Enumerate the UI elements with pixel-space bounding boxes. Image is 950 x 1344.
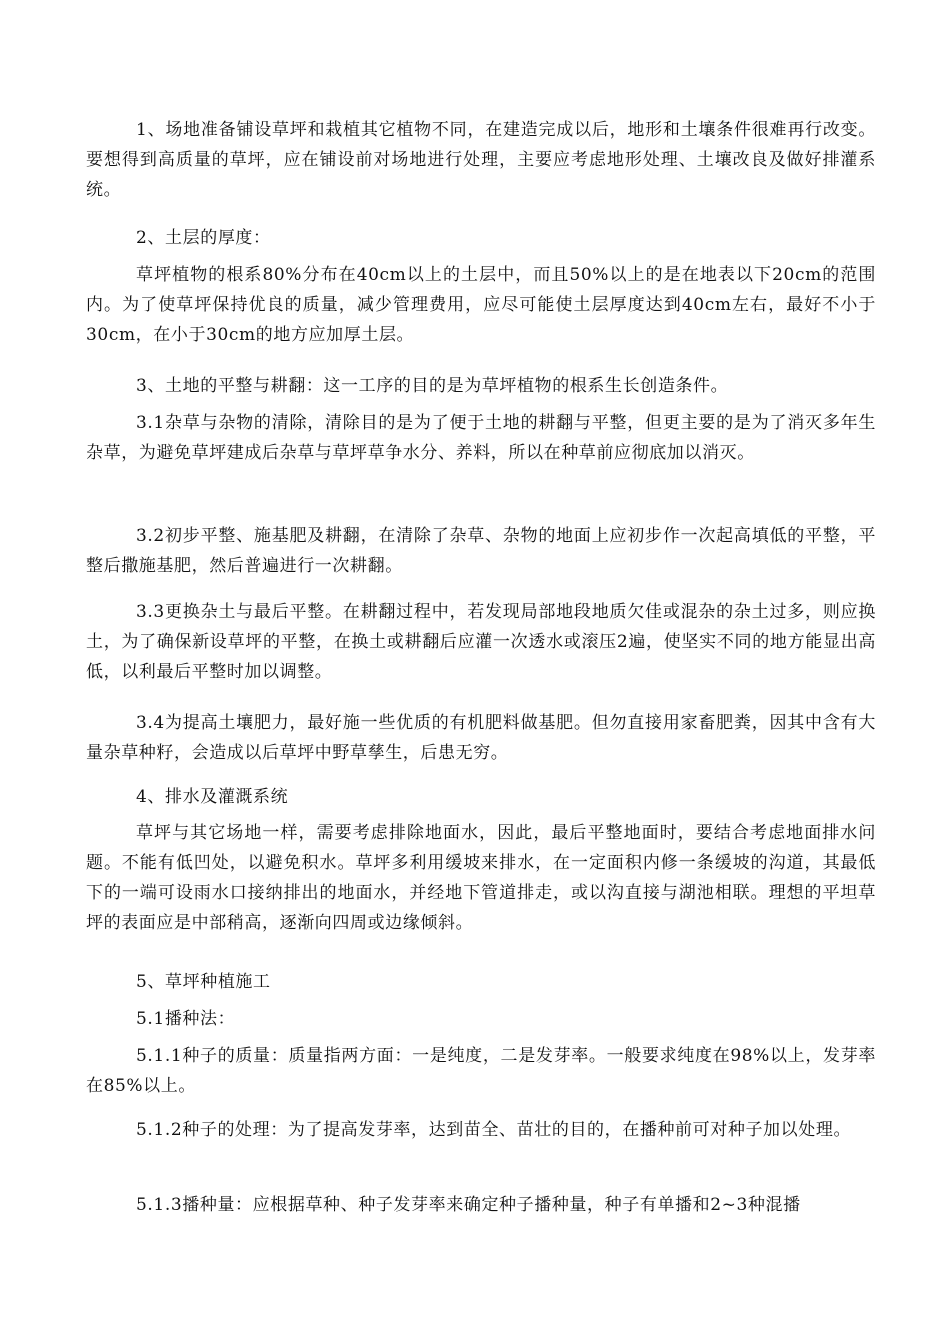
heading-lawn-planting: 5、草坪种植施工 (136, 972, 271, 992)
paragraph-base-fertilizer: 3.4为提高土壤肥力，最好施一些优质的有机肥料做基肥。但勿直接用家畜肥粪，因其中含有大量杂草种籽，会造成以后草坪中野草孳生，后患无穷。 (86, 713, 876, 763)
paragraph-sowing-amount: 5.1.3播种量：应根据草种、种子发芽率来确定种子播种量，种子有单播和2~3种混播 (136, 1195, 801, 1215)
paragraph-site-preparation: 1、场地准备铺设草坪和栽植其它植物不同，在建造完成以后，地形和土壤条件很难再行改变。要想得到高质量的草坪，应在铺设前对场地进行处理，主要应考虑地形处理、土壤改良及做好排灌系统。 (86, 120, 876, 200)
heading-sowing-method: 5.1播种法： (136, 1009, 236, 1029)
paragraph-weed-removal: 3.1杂草与杂物的清除，清除目的是为了便于土地的耕翻与平整，但更主要的是为了消灭多年生杂草，为避免草坪建成后杂草与草坪草争水分、养料，所以在种草前应彻底加以消灭。 (86, 413, 876, 463)
paragraph-drainage: 草坪与其它场地一样，需要考虑排除地面水，因此，最后平整地面时，要结合考虑地面排水问题。不能有低凹处，以避免积水。草坪多利用缓坡来排水，在一定面积内修一条缓坡的沟道，其最低下的一端可设雨水口接纳排出的地面水，并经地下管道排走，或以沟直接与湖池相联。理想的平坦草坪的表面应是中部稍高，逐渐向四周或边缘倾斜。 (86, 823, 876, 933)
heading-soil-thickness: 2、土层的厚度： (136, 228, 271, 248)
paragraph-seed-treatment: 5.1.2种子的处理：为了提高发芽率，达到苗全、苗壮的目的，在播种前可对种子加以处理。 (136, 1120, 852, 1140)
heading-leveling-tilling: 3、土地的平整与耕翻：这一工序的目的是为草坪植物的根系生长创造条件。 (136, 376, 729, 396)
paragraph-initial-leveling: 3.2初步平整、施基肥及耕翻，在清除了杂草、杂物的地面上应初步作一次起高填低的平整，平整后撒施基肥，然后普遍进行一次耕翻。 (86, 526, 876, 576)
heading-drainage-irrigation: 4、排水及灌溉系统 (136, 787, 289, 807)
paragraph-soil-replacement: 3.3更换杂土与最后平整。在耕翻过程中，若发现局部地段地质欠佳或混杂的杂土过多，则应换土，为了确保新设草坪的平整，在换土或耕翻后应灌一次透水或滚压2遍，使坚实不同的地方能显出高低，以利最后平整时加以调整。 (86, 602, 876, 682)
paragraph-soil-thickness: 草坪植物的根系80%分布在40cm以上的土层中，而且50%以上的是在地表以下20cm的范围内。为了使草坪保持优良的质量，减少管理费用，应尽可能使土层厚度达到40cm左右，最好不小于30cm，在小于30cm的地方应加厚土层。 (86, 265, 876, 345)
paragraph-seed-quality: 5.1.1种子的质量：质量指两方面：一是纯度，二是发芽率。一般要求纯度在98%以上，发芽率在85%以上。 (86, 1046, 876, 1096)
